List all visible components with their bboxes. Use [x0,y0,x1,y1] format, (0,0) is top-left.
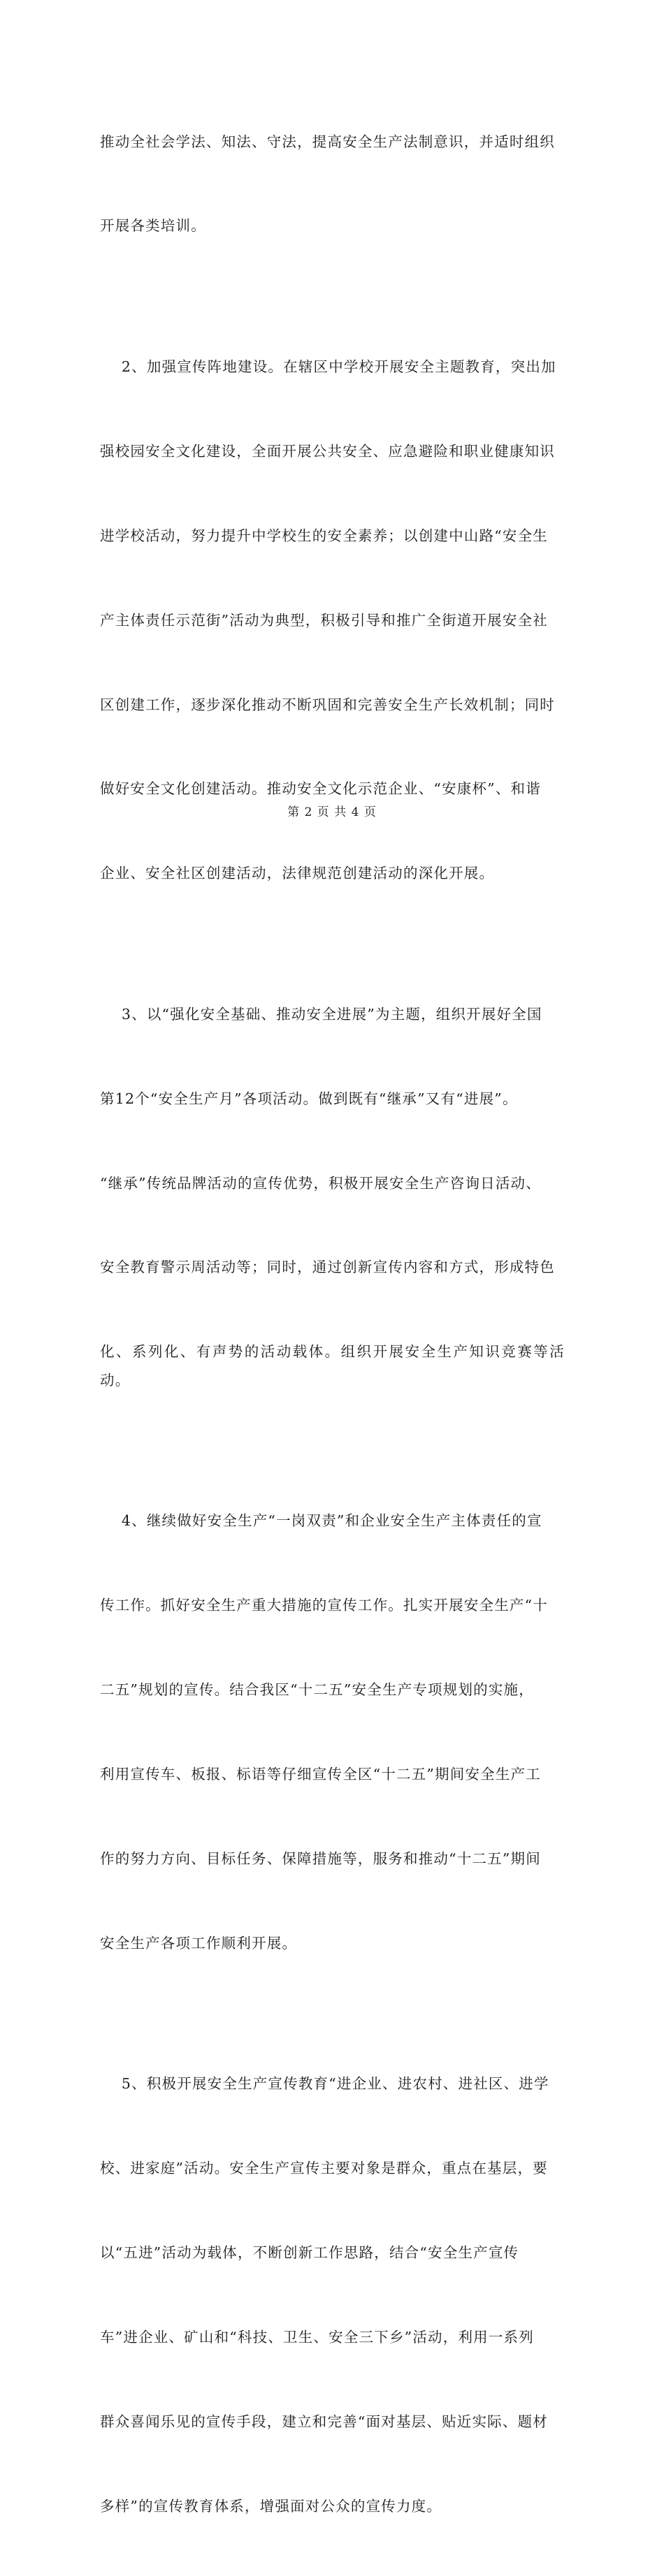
text-line: 利用宣传车、板报、标语等仔细宣传全区“十二五”期间安全生产工 [100,1765,541,1783]
text-line: 推动全社会学法、知法、守法，提高安全生产法制意识，并适时组织 [100,133,555,150]
text-line: 作的努力方向、目标任务、保障措施等，服务和推动“十二五”期间 [100,1850,541,1867]
document-body [100,71,565,2576]
text-line: 开展各类培训。 [100,217,206,235]
text-line: 产主体责任示范街”活动为典型，积极引导和推广全街道开展安全社 [100,611,548,629]
text-line: 区创建工作，逐步深化推动不断巩固和完善安全生产长效机制；同时 [100,696,555,713]
paragraph-5 [100,2013,565,2576]
text-line: 进学校活动，努力提升中学校生的安全素养；以创建中山路“安全生 [100,527,548,544]
paragraph-3 [100,944,565,1450]
paragraph-1 [100,71,565,296]
text-line: 二五”规划的宣传。结合我区“十二五”安全生产专项规划的实施， [100,1681,534,1698]
text-line: 多样”的宣传教育体系，增强面对公众的宣传力度。 [100,2497,442,2515]
paragraph-2 [100,296,565,944]
text-line: 做好安全文化创建活动。推动安全文化示范企业、“安康杯”、和谐 [100,780,541,798]
text-line: 强校园安全文化建设，全面开展公共安全、应急避险和职业健康知识 [100,442,555,460]
text-line: 群众喜闻乐见的宣传手段，建立和完善“面对基层、贴近实际、题材 [100,2413,548,2430]
text-line: 化、系列化、有声势的活动载体。组织开展安全生产知识竞赛等活动。 [100,1343,565,1389]
text-line: 车”进企业、矿山和“科技、卫生、安全三下乡”活动，利用一系列 [100,2328,534,2346]
text-line: 安全教育警示周活动等；同时，通过创新宣传内容和方式，形成特色 [100,1259,555,1276]
text-line: 第12个“安全生产月”各项活动。做到既有“继承”又有“进展”。 [100,1090,518,1107]
paragraph-4 [100,1451,565,2014]
text-line: 3、以“强化安全基础、推动安全进展”为主题，组织开展好全国 [100,1005,542,1023]
text-line: 校、进家庭”活动。安全生产宣传主要对象是群众，重点在基层，要 [100,2159,548,2176]
text-line: 传工作。抓好安全生产重大措施的宣传工作。扎实开展安全生产“十 [100,1597,548,1614]
text-line: 5、积极开展安全生产宣传教育“进企业、进农村、进社区、进学 [100,2075,549,2093]
text-line: 2、加强宣传阵地建设。在辖区中学校开展安全主题教育，突出加 [100,358,556,375]
page-number-footer: 第 2 页 共 4 页 [287,805,377,819]
text-line: 安全生产各项工作顺利开展。 [100,1934,298,1952]
text-line: 以“五进”活动为载体，不断创新工作思路，结合“安全生产宣传 [100,2244,519,2261]
text-line: 4、继续做好安全生产“一岗双责”和企业安全生产主体责任的宣 [100,1512,542,1530]
text-line: 企业、安全社区创建活动，法律规范创建活动的深化开展。 [100,865,495,882]
text-line: “继承”传统品牌活动的宣传优势，积极开展安全生产咨询日活动、 [100,1174,541,1192]
